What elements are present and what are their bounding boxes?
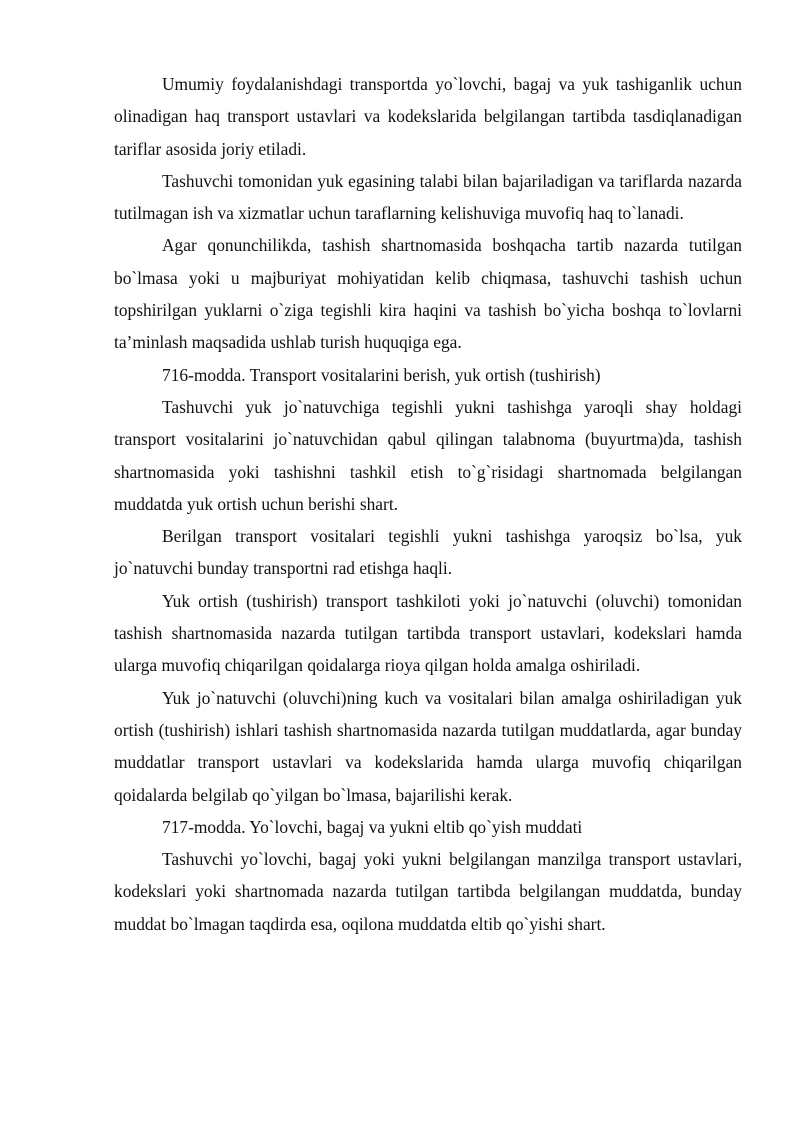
paragraph-vehicle-refusal: Berilgan transport vositalari tegishli yukni tashishga yaroqsiz bo`lsa, yuk jo`natuvchi bunday transportni rad etishga haqli. [114, 526, 742, 579]
paragraph-extra-services: Tashuvchi tomonidan yuk egasining talabi bilan bajariladigan va tariflarda nazarda tutilmagan ish va xizmatlar uchun taraflarning kelishuviga muvofiq haq to`lanadi. [114, 170, 742, 224]
paragraph-retention-right: Agar qonunchilikda, tashish shartnomasida boshqacha tartib nazarda tutilgan bo`lmasa yoki u majburiyat mohiyatidan kelib chiqmasa, tashuvchi tashish uchun topshirilgan yuklarni o`ziga tegishli kira haqini va tashish bo`yicha boshqa to`lovlarni ta’minlash maqsadida ushlab turish huquqiga ega. [114, 235, 742, 353]
paragraph-loading-deadlines: Yuk jo`natuvchi (oluvchi)ning kuch va vositalari bilan amalga oshiriladigan yuk ortish (tushirish) ishlari tashish shartnomasida nazarda tutilgan muddatlarda, agar bunday muddatlar transport ustavlari va kodekslarida hamda ularga muvofiq chiqarilgan qoidalarda belgilab qo`yilgan bo`lmasa, bajarilishi kerak. [114, 687, 742, 805]
paragraph-vehicle-provision: Tashuvchi yuk jo`natuvchiga tegishli yukni tashishga yaroqli shay holdagi transport vositalarini jo`natuvchidan qabul qilingan talabnoma (buyurtma)da, tashish shartnomasida yoki tashishni tashkil etish to`g`risidagi shartnomada belgilangan muddatda yuk ortish uchun berishi shart. [114, 396, 742, 514]
article-716-heading: 716-modda. Transport vositalarini berish, yuk ortish (tushirish) [162, 364, 601, 385]
paragraph-loading-rules: Yuk ortish (tushirish) transport tashkiloti yoki jo`natuvchi (oluvchi) tomonidan tashish shartnomasida nazarda tutilgan tartibda transport ustavlari, kodekslari hamda ularga muvofiq chiqarilgan qoidalarga rioya qilgan holda amalga oshiriladi. [114, 590, 742, 676]
paragraph-tariffs: Umumiy foydalanishdagi transportda yo`lovchi, bagaj va yuk tashiganlik uchun olinadigan haq transport ustavlari va kodekslarida belgilangan tartibda tasdiqlanadigan tariflar asosida joriy etiladi. [114, 74, 742, 159]
paragraph-delivery-term: Tashuvchi yo`lovchi, bagaj yoki yukni belgilangan manzilga transport ustavlari, kodekslari yoki shartnomada nazarda tutilgan tartibda belgilangan muddatda, bunday muddat bo`lmagan taqdirda esa, oqilona muddatda eltib qo`yishi shart. [114, 849, 742, 934]
document-page [114, 68, 742, 940]
article-717-heading: 717-modda. Yo`lovchi, bagaj va yukni eltib qo`yish muddati [162, 816, 583, 837]
